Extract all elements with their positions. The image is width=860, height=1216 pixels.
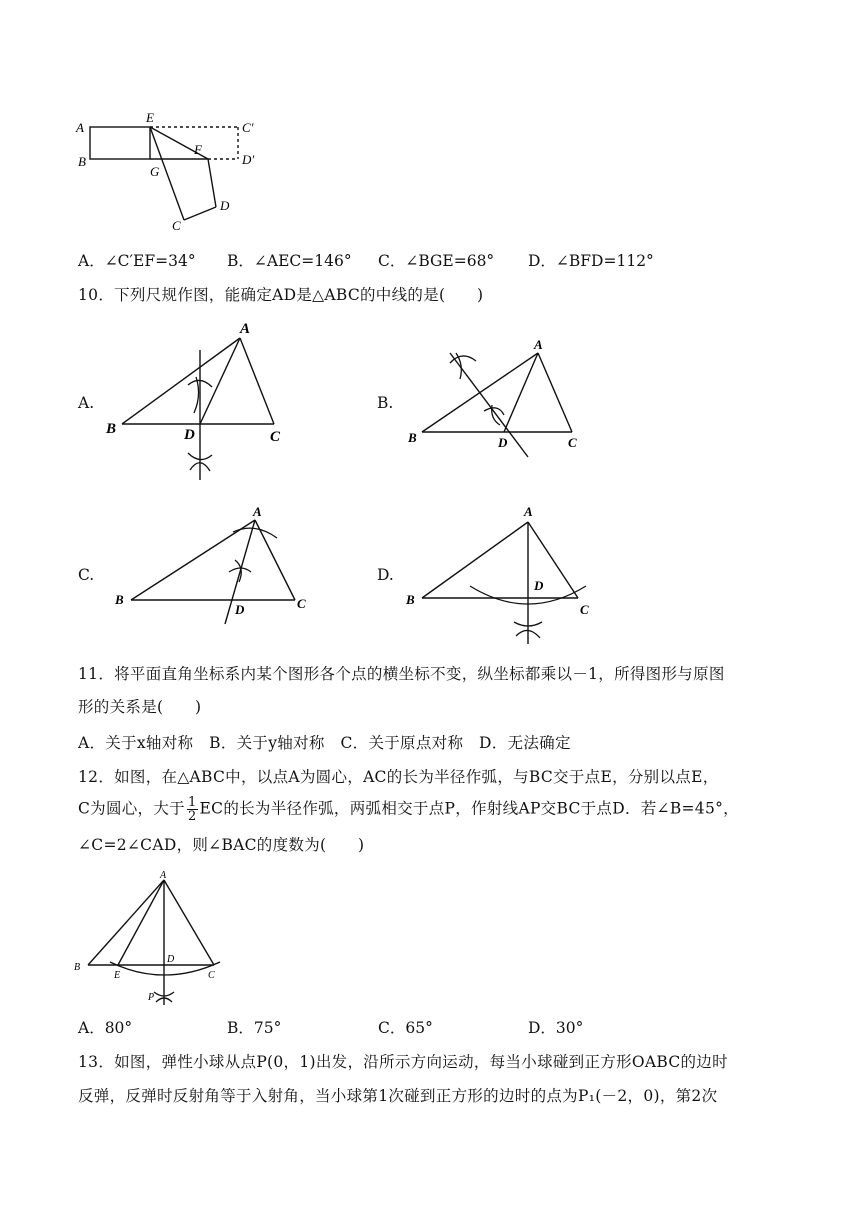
q10-figure-d	[400, 502, 610, 652]
q12-option-b: B．75°	[227, 1019, 282, 1037]
q10-stem: 10．下列尺规作图，能确定AD是△ABC的中线的是( )	[78, 286, 484, 304]
q12-option-c: C．65°	[378, 1019, 433, 1037]
q11-line2: 形的关系是( )	[78, 698, 202, 716]
q10c-label-D: D	[235, 602, 245, 617]
q9-label-A: A	[76, 120, 84, 135]
q9-option-c: C．∠BGE=68°	[378, 252, 495, 270]
q9-label-G: G	[150, 164, 160, 179]
q12-option-d: D．30°	[528, 1019, 584, 1037]
q9-option-d: D．∠BFD=112°	[528, 252, 654, 270]
q9-label-E: E	[146, 110, 154, 125]
q12-figure	[70, 870, 230, 1010]
q9-label-B: B	[78, 154, 86, 169]
q13-line1: 13．如图，弹性小球从点P(0，1)出发，沿所示方向运动，每当小球碰到正方形OABC的边时	[78, 1053, 728, 1071]
q9-label-D: D	[220, 198, 230, 213]
q10-figure-a	[100, 315, 300, 490]
q10d-label-D: D	[534, 578, 544, 593]
q12-line2	[78, 796, 739, 823]
q10b-label-B: B	[408, 430, 417, 445]
q11-line1: 11．将平面直角坐标系内某个图形各个点的横坐标不变，纵坐标都乘以－1，所得图形与原图	[78, 665, 725, 683]
q10b-label-A: A	[534, 337, 543, 352]
q10-option-d-label: D.	[377, 566, 394, 584]
q10-figure-c	[105, 502, 325, 632]
q10d-label-C: C	[580, 602, 589, 617]
q10c-label-A: A	[253, 504, 262, 519]
q9-option-b: B．∠AEC=146°	[227, 252, 352, 270]
q10-option-a-label: A.	[78, 394, 95, 412]
q13-line2: 反弹，反弹时反射角等于入射角，当小球第1次碰到正方形的边时的点为P₁(－2，0)，第2次	[78, 1087, 718, 1105]
q12-fraction	[187, 796, 198, 823]
q10-option-c-label: C.	[78, 566, 95, 584]
q12-option-a: A．80°	[78, 1019, 133, 1037]
q12-label-A: A	[160, 870, 167, 881]
q12-label-D: D	[167, 954, 175, 965]
q10-figure-b	[400, 335, 600, 495]
q12-line1: 12．如图，在△ABC中，以点A为圆心，AC的长为半径作弧，与BC交于点E，分别以点E，	[78, 768, 719, 786]
q10a-label-D: D	[184, 427, 195, 443]
q9-figure	[70, 108, 270, 238]
q10c-label-B: B	[115, 592, 124, 607]
q12-label-B: B	[74, 962, 81, 973]
q12-line2-start: C为圆心，大于	[78, 799, 185, 818]
q9-label-C-prime: C′	[242, 120, 254, 135]
q11-options: A．关于x轴对称 B．关于y轴对称 C．关于原点对称 D．无法确定	[78, 734, 571, 752]
q10-option-b-label: B.	[377, 394, 394, 412]
q12-label-C: C	[208, 970, 215, 981]
q10d-label-B: B	[406, 592, 415, 607]
q10c-label-C: C	[297, 596, 306, 611]
q10a-label-B: B	[106, 421, 117, 437]
q10b-label-D: D	[498, 435, 508, 450]
q9-option-a: A．∠C′EF=34°	[78, 252, 196, 270]
q12-line2-end: EC的长为半径作弧，两弧相交于点P，作射线AP交BC于点D．若∠B=45°，	[199, 799, 739, 818]
q12-fraction-numerator: 1	[187, 795, 197, 810]
q10b-label-C: C	[568, 435, 577, 450]
q10d-label-A: A	[524, 504, 533, 519]
q12-label-E: E	[114, 970, 121, 981]
q9-label-C: C	[172, 218, 181, 233]
q10a-label-C: C	[270, 429, 281, 445]
q12-fraction-denominator: 2	[187, 809, 197, 824]
q10a-label-A: A	[240, 321, 251, 337]
q9-label-D-prime: D′	[242, 152, 255, 167]
q9-label-F: F	[194, 142, 202, 157]
q12-line3: ∠C=2∠CAD，则∠BAC的度数为( )	[78, 836, 365, 854]
q12-label-P: P	[148, 992, 155, 1003]
